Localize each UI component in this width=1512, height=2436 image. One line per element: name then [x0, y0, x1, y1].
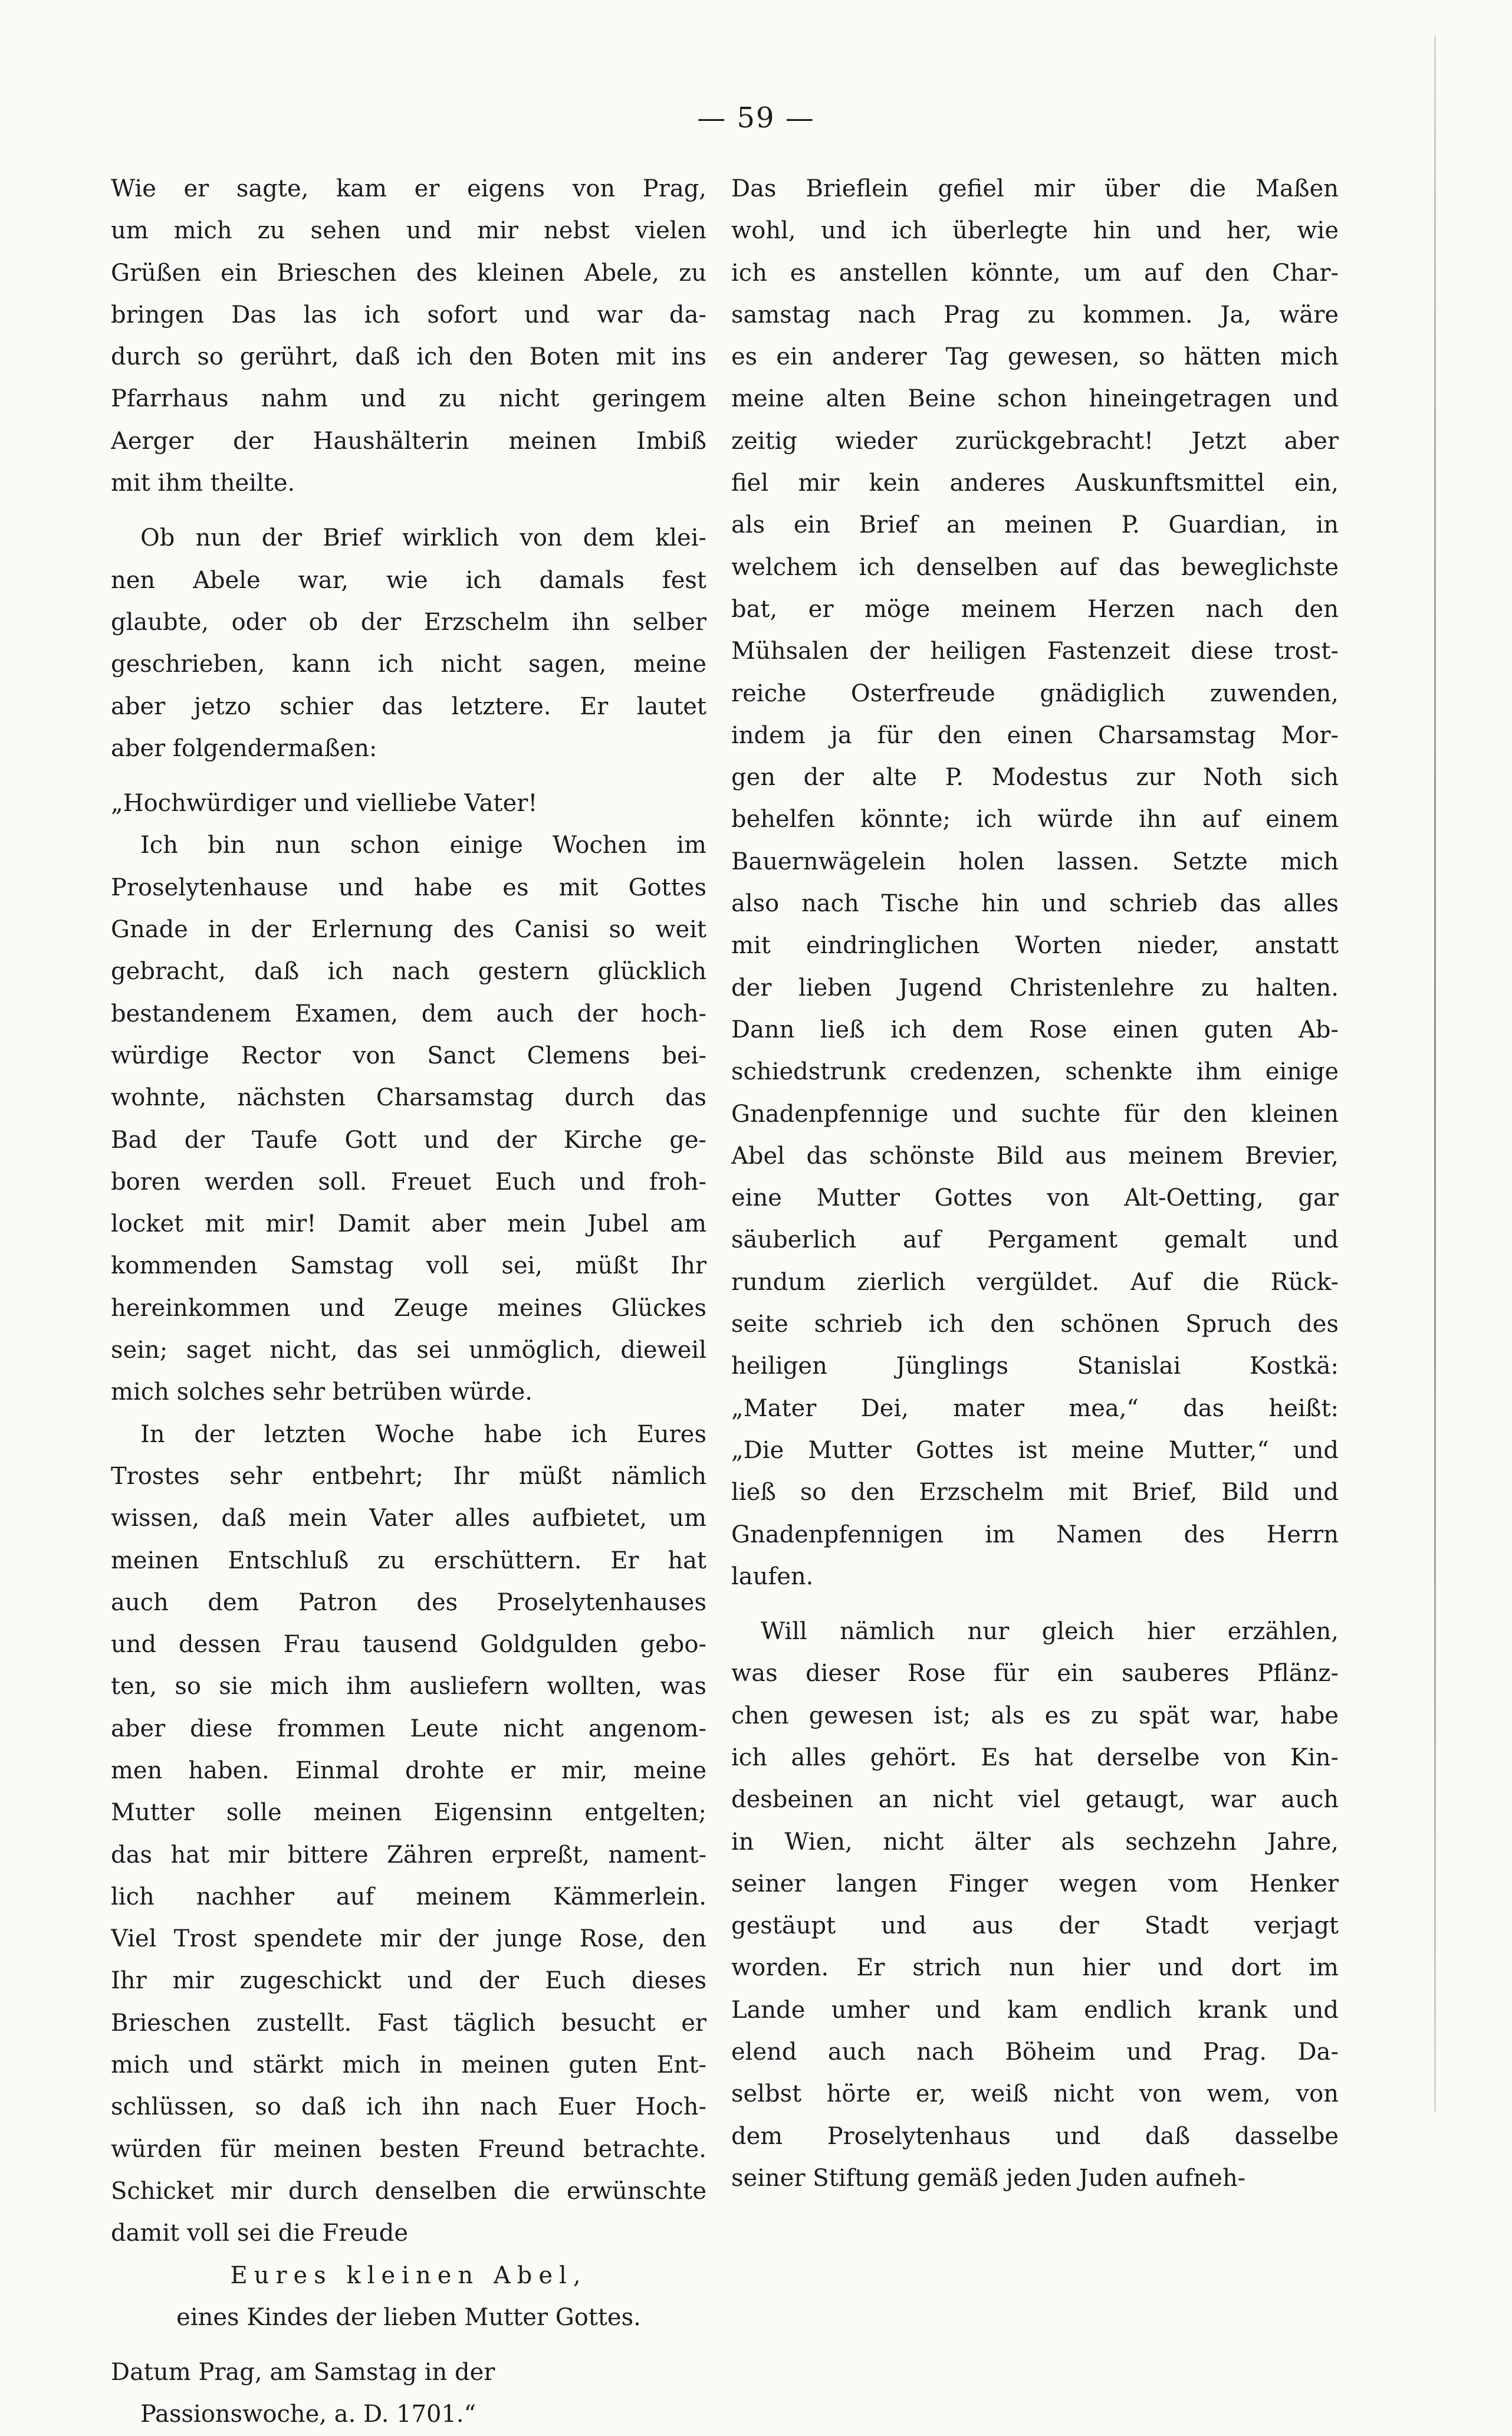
- text-line: seite schrieb ich den schönen Spruch des: [731, 1311, 1339, 1338]
- text-line: meinen Entschluß zu erschüttern. Er hat: [111, 1547, 706, 1574]
- text-line: wohnte, nächsten Charsamstag durch das: [111, 1084, 706, 1112]
- text-line: welchem ich denselben auf das beweglichste: [731, 553, 1339, 581]
- text-line: Dann ließ ich dem Rose einen guten Ab-: [731, 1016, 1339, 1043]
- text-line: ich alles gehört. Es hat derselbe von Kin-: [731, 1744, 1339, 1771]
- paragraph-gap: [111, 504, 706, 517]
- text-line: Das Brieflein gefiel mir über die Maßen: [731, 175, 1339, 202]
- paragraph: [111, 1414, 706, 2255]
- text-line: Proselytenhause und habe es mit Gottes: [111, 874, 706, 901]
- text-line: also nach Tische hin und schrieb das alles: [731, 890, 1339, 918]
- text-line: Bad der Taufe Gott und der Kirche ge-: [111, 1126, 706, 1154]
- text-line: auch dem Patron des Proselytenhauses: [111, 1588, 706, 1616]
- text-line: desbeinen an nicht viel getaugt, war auch: [731, 1786, 1339, 1814]
- text-line: es ein anderer Tag gewesen, so hätten mich: [731, 343, 1339, 371]
- text-line: selbst hörte er, weiß nicht von wem, von: [731, 2080, 1339, 2108]
- paragraph: [731, 1611, 1339, 2199]
- text-line: das hat mir bittere Zähren erpreßt, nament-: [111, 1841, 706, 1869]
- text-line: geschrieben, kann ich nicht sagen, meine: [111, 651, 706, 678]
- text-line: Mühsalen der heiligen Fastenzeit diese trost-: [731, 638, 1339, 665]
- text-line: wissen, daß mein Vater alles aufbietet, um: [111, 1505, 706, 1532]
- paragraph: [111, 825, 706, 1413]
- text-line: gebracht, daß ich nach gestern glücklich: [111, 958, 706, 986]
- text-line: indem ja für den einen Charsamstag Mor-: [731, 721, 1339, 749]
- text-line: Brieschen zustellt. Fast täglich besucht er: [111, 2009, 706, 2037]
- text-line: schiedstrunk credenzen, schenkte ihm einige: [731, 1058, 1339, 1086]
- paragraph: [111, 2255, 706, 2339]
- text-line: kommenden Samstag voll sei, müßt Ihr: [111, 1252, 706, 1280]
- text-line: mit ihm theilte.: [111, 470, 295, 497]
- text-line: Ihr mir zugeschickt und der Euch dieses: [111, 1967, 706, 1995]
- text-line: rundum zierlich vergüldet. Auf die Rück-: [731, 1268, 1339, 1296]
- text-line: ich es anstellen könnte, um auf den Char-: [731, 259, 1339, 287]
- text-line: gen der alte P. Modestus zur Noth sich: [731, 764, 1339, 792]
- paragraph-gap: [731, 1598, 1339, 1611]
- paragraph-gap: [111, 770, 706, 783]
- text-line: nen Abele war, wie ich damals fest: [111, 566, 706, 594]
- text-line: locket mit mir! Damit aber mein Jubel am: [111, 1210, 706, 1238]
- text-line: seiner Stiftung gemäß jeden Juden aufneh-: [731, 2164, 1246, 2192]
- text-line: Will nämlich nur gleich hier erzählen,: [761, 1618, 1339, 1646]
- text-line: was dieser Rose für ein sauberes Pflänz-: [731, 1660, 1339, 1688]
- text-line: gestäupt und aus der Stadt verjagt: [731, 1912, 1339, 1940]
- text-line: Passionswoche, a. D. 1701.“: [140, 2401, 476, 2428]
- text-line: mit eindringlichen Worten nieder, anstatt: [731, 932, 1339, 960]
- text-line: In der letzten Woche habe ich Eures: [140, 1420, 706, 1448]
- text-line: Viel Trost spendete mir der junge Rose, den: [111, 1925, 706, 1953]
- text-line: Schicket mir durch denselben die erwünschte: [111, 2177, 706, 2205]
- text-line: Lande umher und kam endlich krank und: [731, 1996, 1339, 2024]
- paragraph: [111, 168, 706, 504]
- right-column: [731, 168, 1339, 2199]
- text-line: heiligen Jünglings Stanislai Kostkä:: [731, 1352, 1339, 1380]
- text-line: dem Proselytenhaus und daß dasselbe: [731, 2122, 1339, 2150]
- text-line: Gnadenpfennigen im Namen des Herrn: [731, 1521, 1339, 1548]
- text-line: reiche Osterfreude gnädiglich zuwenden,: [731, 679, 1339, 707]
- text-line: eine Mutter Gottes von Alt-Oetting, gar: [731, 1184, 1339, 1212]
- text-line: würdige Rector von Sanct Clemens bei-: [111, 1042, 706, 1069]
- text-line: Ob nun der Brief wirklich von dem klei-: [140, 524, 706, 552]
- text-line: bestandenem Examen, dem auch der hoch-: [111, 1000, 706, 1027]
- text-line: Grüßen ein Brieschen des kleinen Abele, zu: [111, 259, 706, 287]
- text-line: „Die Mutter Gottes ist meine Mutter,“ und: [731, 1436, 1339, 1464]
- text-line: mich solches sehr betrüben würde.: [111, 1378, 533, 1406]
- paragraph: [731, 168, 1339, 1598]
- paragraph: [111, 783, 706, 825]
- text-line: bat, er möge meinem Herzen nach den: [731, 595, 1339, 623]
- text-line: elend auch nach Böheim und Prag. Da-: [731, 2038, 1339, 2066]
- text-line: Ich bin nun schon einige Wochen im: [140, 832, 706, 859]
- text-line: Mutter solle meinen Eigensinn entgelten;: [111, 1799, 706, 1827]
- text-line: aber diese frommen Leute nicht angenom-: [111, 1715, 706, 1742]
- text-line: glaubte, oder ob der Erzschelm ihn selber: [111, 608, 706, 636]
- text-line: fiel mir kein anderes Auskunftsmittel ein,: [731, 470, 1339, 497]
- text-line: durch so gerührt, daß ich den Boten mit ins: [111, 343, 706, 371]
- left-column: [111, 168, 706, 2436]
- text-line: zeitig wieder zurückgebracht! Jetzt aber: [731, 427, 1339, 455]
- text-line: ließ so den Erzschelm mit Brief, Bild und: [731, 1479, 1339, 1506]
- text-line: ten, so sie mich ihm ausliefern wollten, was: [111, 1673, 706, 1700]
- text-line: men haben. Einmal drohte er mir, meine: [111, 1757, 706, 1784]
- text-line: Datum Prag, am Samstag in der: [111, 2359, 495, 2386]
- text-line: „Mater Dei, mater mea,“ das heißt:: [731, 1394, 1339, 1422]
- text-line: lich nachher auf meinem Kämmerlein.: [111, 1883, 706, 1910]
- text-line: um mich zu sehen und mir nebst vielen: [111, 217, 706, 245]
- text-line: eines Kindes der lieben Mutter Gottes.: [176, 2303, 641, 2331]
- text-line: Abel das schönste Bild aus meinem Brevier,: [731, 1142, 1339, 1170]
- text-line: Gnadenpfennige und suchte für den kleinen: [731, 1100, 1339, 1128]
- text-line: Wie er sagte, kam er eigens von Prag,: [111, 175, 706, 202]
- paragraph: [111, 2352, 706, 2436]
- text-line: meine alten Beine schon hineingetragen und: [731, 385, 1339, 413]
- text-line: behelfen könnte; ich würde ihn auf einem: [731, 806, 1339, 833]
- paragraph-gap: [111, 2339, 706, 2352]
- text-line: als ein Brief an meinen P. Guardian, in: [731, 511, 1339, 539]
- text-line: Bauernwägelein holen lassen. Setzte mich: [731, 848, 1339, 875]
- text-line: samstag nach Prag zu kommen. Ja, wäre: [731, 301, 1339, 329]
- text-line: worden. Er strich nun hier und dort im: [731, 1954, 1339, 1982]
- page-number: — 59 —: [697, 101, 815, 134]
- text-line: wohl, und ich überlegte hin und her, wie: [731, 217, 1339, 245]
- text-line: und dessen Frau tausend Goldgulden gebo-: [111, 1631, 706, 1659]
- text-line: mich und stärkt mich in meinen guten Ent-: [111, 2051, 706, 2079]
- text-line: Trostes sehr entbehrt; Ihr müßt nämlich: [111, 1462, 706, 1490]
- text-line: aber jetzo schier das letztere. Er lautet: [111, 692, 706, 720]
- text-line: chen gewesen ist; als es zu spät war, habe: [731, 1702, 1339, 1729]
- text-line: Eures kleinen Abel,: [230, 2261, 587, 2289]
- text-line: damit voll sei die Freude: [111, 2220, 409, 2247]
- text-line: säuberlich auf Pergament gemalt und: [731, 1226, 1339, 1254]
- text-line: boren werden soll. Freuet Euch und froh-: [111, 1168, 706, 1196]
- text-line: aber folgendermaßen:: [111, 734, 377, 762]
- text-line: Pfarrhaus nahm und zu nicht geringem: [111, 385, 706, 413]
- text-line: schlüssen, so daß ich ihn nach Euer Hoch-: [111, 2093, 706, 2121]
- text-line: laufen.: [731, 1562, 814, 1590]
- text-line: Aerger der Haushälterin meinen Imbiß: [111, 427, 706, 455]
- scan-edge-shadow: [1434, 35, 1436, 2112]
- text-line: seiner langen Finger wegen vom Henker: [731, 1870, 1339, 1897]
- text-line: bringen Das las ich sofort und war da-: [111, 301, 706, 329]
- text-line: „Hochwürdiger und vielliebe Vater!: [111, 790, 538, 818]
- text-line: der lieben Jugend Christenlehre zu halten.: [731, 974, 1339, 1002]
- text-line: würden für meinen besten Freund betrachte.: [111, 2135, 706, 2163]
- paragraph: [111, 517, 706, 770]
- text-line: hereinkommen und Zeuge meines Glückes: [111, 1294, 706, 1322]
- text-line: sein; saget nicht, das sei unmöglich, dieweil: [111, 1337, 706, 1364]
- text-line: in Wien, nicht älter als sechzehn Jahre,: [731, 1828, 1339, 1856]
- text-line: Gnade in der Erlernung des Canisi so weit: [111, 916, 706, 944]
